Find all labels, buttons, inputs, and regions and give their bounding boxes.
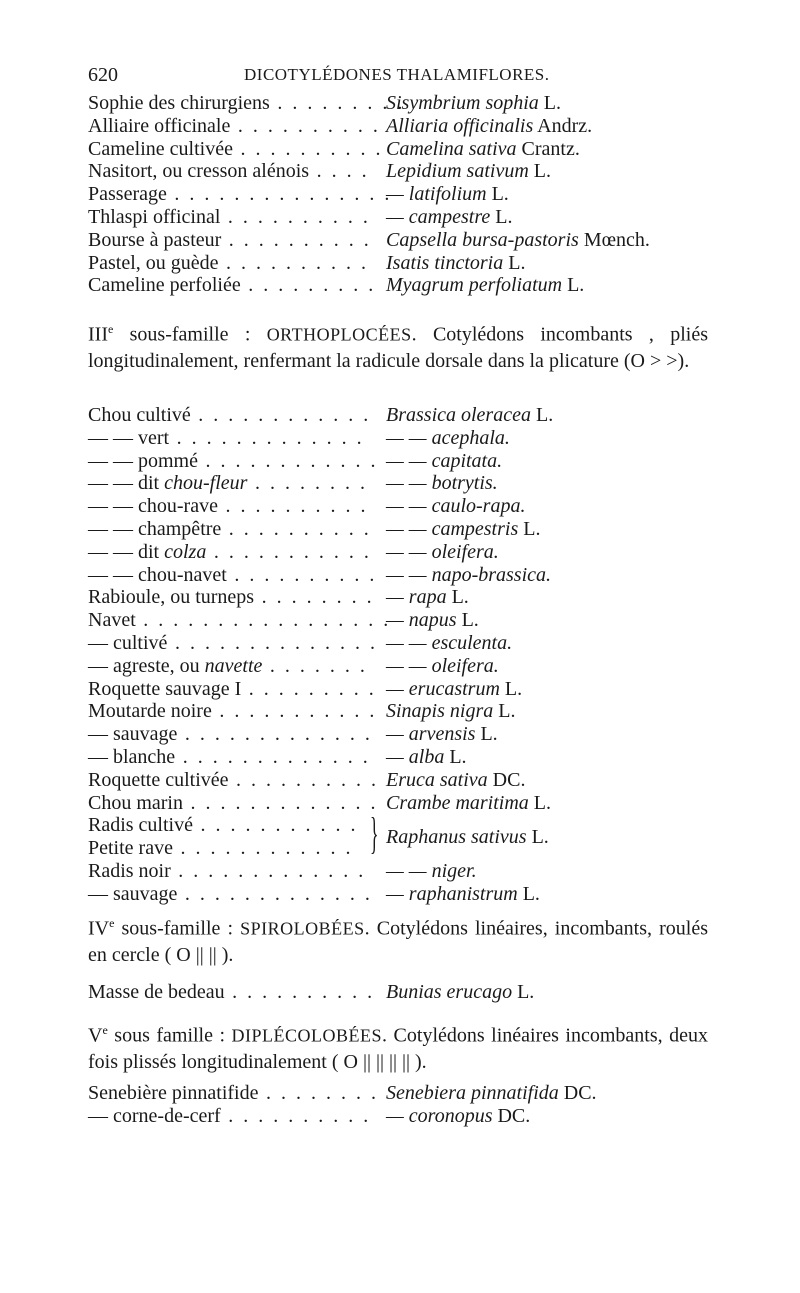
latin-name: Camelina sativa Crantz. bbox=[386, 137, 580, 160]
latin-name: — arvensis L. bbox=[386, 723, 498, 746]
list-item bbox=[88, 746, 708, 769]
common-name: Senebière pinnatifide . . . . . . . . bbox=[88, 1082, 379, 1104]
common-name: Radis cultivé . . . . . . . . . . . bbox=[88, 814, 358, 837]
latin-name: — — caulo-rapa. bbox=[386, 495, 526, 518]
common-name: Nasitort, ou cresson alénois . . . . bbox=[88, 160, 370, 183]
latin-name: — — esculenta. bbox=[386, 631, 513, 654]
subfamily-name: SPIROLOBÉES bbox=[240, 918, 365, 939]
authority: DC. bbox=[487, 768, 526, 791]
common-name: Cameline perfoliée . . . . . . . . . bbox=[88, 274, 376, 297]
list-item bbox=[88, 252, 708, 275]
authority: L. bbox=[530, 404, 554, 426]
list-item bbox=[88, 92, 708, 115]
list-item bbox=[88, 229, 708, 252]
authority: L. bbox=[528, 160, 551, 183]
dot-leader: . . . . . . . . . . bbox=[230, 114, 381, 137]
list-item bbox=[88, 860, 708, 883]
common-name: Masse de bedeau . . . . . . . . . . bbox=[88, 981, 375, 1003]
subfamily-name: DIPLÉCOLOBÉES bbox=[231, 1025, 383, 1046]
common-name: — — dit colza . . . . . . . . . . . bbox=[88, 540, 372, 563]
dot-leader: . . . . . . . . . . . . . bbox=[183, 791, 378, 814]
dot-leader: . . . . . . . . . . . bbox=[192, 814, 358, 837]
list-item bbox=[88, 678, 708, 701]
dot-leader: . . . . . . . . . . . bbox=[206, 540, 372, 563]
authority: L. bbox=[499, 677, 523, 700]
latin-name: — erucastrum L. bbox=[386, 677, 523, 700]
common-name: Radis noir . . . . . . . . . . . . . bbox=[88, 859, 366, 882]
authority: L. bbox=[493, 700, 516, 723]
common-name: Cameline cultivée . . . . . . . . . . bbox=[88, 137, 383, 160]
authority: L. bbox=[526, 825, 549, 848]
list-item bbox=[88, 518, 708, 541]
latin-name: Alliaria officinalis Andrz. bbox=[386, 114, 593, 137]
authority: L. bbox=[517, 882, 540, 905]
latin-name: Brassica oleracea L. bbox=[386, 404, 554, 426]
common-name: — corne-de-cerf . . . . . . . . . . bbox=[88, 1104, 371, 1127]
list-item bbox=[88, 541, 708, 564]
list-item bbox=[88, 206, 708, 229]
list-item bbox=[88, 274, 708, 297]
dot-leader: . . . . . . . . . . bbox=[221, 517, 372, 540]
species-list-2 bbox=[88, 404, 708, 906]
authority: L. bbox=[444, 745, 467, 768]
page-number: 620 bbox=[88, 64, 118, 86]
common-name: — — chou-rave . . . . . . . . . . bbox=[88, 495, 368, 518]
authority: L. bbox=[528, 791, 552, 814]
common-name: Bourse à pasteur . . . . . . . . . . bbox=[88, 228, 372, 251]
common-name: Alliaire officinale . . . . . . . . . . bbox=[88, 114, 381, 137]
authority: L. bbox=[490, 205, 513, 228]
list-item bbox=[88, 981, 708, 1004]
common-name: Chou marin . . . . . . . . . . . . . bbox=[88, 791, 378, 814]
dot-leader: . . . . bbox=[309, 160, 370, 183]
latin-name: Capsella bursa-pastoris Mœnch. bbox=[386, 228, 650, 251]
latin-name: Eruca sativa DC. bbox=[386, 768, 526, 791]
subfamily-4-paragraph: IVe sous-famille : SPIROLOBÉES. Cotylédons linéaires, incombants, roulés en cercle ( O || || ). bbox=[88, 916, 708, 966]
dot-leader: . . . . . . . . . bbox=[269, 92, 405, 114]
list-item bbox=[88, 427, 708, 450]
dot-leader: . . . . . . . . . . bbox=[220, 205, 371, 228]
latin-name: Senebiera pinnatifida DC. bbox=[386, 1082, 597, 1104]
dot-leader: . . . . . . . . . . . . bbox=[172, 837, 353, 860]
dot-leader: . . . . . . . . bbox=[254, 586, 375, 609]
authority: DC. bbox=[492, 1104, 531, 1127]
list-item bbox=[88, 160, 708, 183]
common-name: — agreste, ou navette . . . . . . . bbox=[88, 654, 368, 677]
dot-leader: . . . . . . . . . . . . . bbox=[169, 426, 365, 449]
list-item bbox=[88, 472, 708, 495]
authority: L. bbox=[538, 92, 562, 114]
authority: L. bbox=[562, 274, 585, 297]
dot-leader: . . . . . . . . . . . . . bbox=[177, 882, 373, 905]
common-name: — — chou-navet . . . . . . . . . . bbox=[88, 563, 377, 586]
latin-name: — — oleifera. bbox=[386, 540, 499, 563]
authority: L. bbox=[486, 183, 509, 206]
latin-name: Lepidium sativum L. bbox=[386, 160, 551, 183]
authority: L. bbox=[503, 251, 526, 274]
list-item bbox=[88, 700, 708, 723]
common-name: — cultivé . . . . . . . . . . . . . . bbox=[88, 631, 378, 654]
species-list-3 bbox=[88, 981, 708, 1004]
list-item bbox=[88, 792, 708, 815]
subfamily-name: ORTHOPLOCÉES bbox=[266, 324, 412, 345]
common-name: — — pommé . . . . . . . . . . . . bbox=[88, 449, 378, 472]
dot-leader: . . . . . . . bbox=[262, 654, 368, 677]
dot-leader: . . . . . . . . . . . . . . . . . bbox=[135, 609, 391, 632]
common-name: Rabioule, ou turneps . . . . . . . . bbox=[88, 586, 375, 609]
common-name: Chou cultivé . . . . . . . . . . . . bbox=[88, 404, 371, 426]
dot-leader: . . . . . . . . . . bbox=[218, 251, 369, 274]
list-item bbox=[88, 404, 708, 427]
dot-leader: . . . . . . . . . . . . bbox=[198, 449, 378, 472]
list-item bbox=[88, 1082, 708, 1105]
common-name: Passerage . . . . . . . . . . . . . . . bbox=[88, 183, 392, 206]
subfamily-3-paragraph: IIIe sous-famille : ORTHOPLOCÉES. Cotylédons incombants , pliés longitudinalement, renfermant la radicule dorsale dans la plicature (O > >). bbox=[88, 322, 708, 372]
dot-leader: . . . . . . . . bbox=[247, 472, 368, 495]
running-title: DICOTYLÉDONES THALAMIFLORES. bbox=[244, 65, 550, 84]
latin-name: — — campestris L. bbox=[386, 517, 541, 540]
list-item bbox=[88, 1105, 708, 1128]
grouping-brace: } bbox=[370, 809, 379, 859]
species-list-1 bbox=[88, 92, 708, 297]
authority: L. bbox=[475, 723, 498, 746]
latin-name: — — botrytis. bbox=[386, 472, 498, 495]
common-name: — — vert . . . . . . . . . . . . . bbox=[88, 426, 365, 449]
common-name: — — champêtre . . . . . . . . . . bbox=[88, 517, 372, 540]
latin-name: Crambe maritima L. bbox=[386, 791, 552, 814]
list-item bbox=[88, 632, 708, 655]
latin-name: Myagrum perfoliatum L. bbox=[386, 274, 585, 297]
list-item bbox=[88, 586, 708, 609]
common-name: Roquette cultivée . . . . . . . . . . bbox=[88, 768, 379, 791]
dot-leader: . . . . . . . . . . bbox=[221, 228, 372, 251]
species-list-4 bbox=[88, 1082, 708, 1128]
list-item bbox=[88, 115, 708, 138]
latin-name: — alba L. bbox=[386, 745, 467, 768]
list-item bbox=[88, 655, 708, 678]
common-name: Roquette sauvage I . . . . . . . . . bbox=[88, 677, 377, 700]
dot-leader: . . . . . . . . . . . . . bbox=[177, 723, 373, 746]
latin-name: — — acephala. bbox=[386, 426, 510, 449]
latin-name: — — oleifera. bbox=[386, 654, 499, 677]
latin-name: — — capitata. bbox=[386, 449, 503, 472]
authority: Mœnch. bbox=[578, 228, 650, 251]
common-name: Pastel, ou guède . . . . . . . . . . bbox=[88, 251, 369, 274]
list-item bbox=[88, 183, 708, 206]
page-header bbox=[88, 62, 708, 88]
dot-leader: . . . . . . . . . . . bbox=[211, 700, 377, 723]
dot-leader: . . . . . . . . . . . . . . . bbox=[166, 183, 392, 206]
authority: Andrz. bbox=[533, 114, 593, 137]
authority: Crantz. bbox=[516, 137, 580, 160]
latin-name: Bunias erucago L. bbox=[386, 981, 535, 1003]
list-item bbox=[88, 495, 708, 518]
latin-name: — — napo-brassica. bbox=[386, 563, 552, 586]
common-name: Thlaspi officinal . . . . . . . . . . bbox=[88, 205, 371, 228]
dot-leader: . . . . . . . . . bbox=[241, 677, 377, 700]
list-item bbox=[88, 883, 708, 906]
latin-name: — rapa L. bbox=[386, 586, 469, 609]
dot-leader: . . . . . . . . . bbox=[240, 274, 376, 297]
authority: L. bbox=[512, 981, 535, 1003]
common-name: Sophie des chirurgiens . . . . . . . . . bbox=[88, 92, 405, 114]
latin-name: — coronopus DC. bbox=[386, 1104, 531, 1127]
dot-leader: . . . . . . . . bbox=[258, 1082, 379, 1104]
dot-leader: . . . . . . . . . . . . bbox=[190, 404, 371, 426]
list-item bbox=[88, 723, 708, 746]
authority: L. bbox=[456, 609, 479, 632]
dot-leader: . . . . . . . . . . bbox=[228, 768, 379, 791]
dot-leader: . . . . . . . . . . bbox=[217, 495, 368, 518]
dot-leader: . . . . . . . . . . bbox=[232, 137, 383, 160]
common-name: Navet . . . . . . . . . . . . . . . . . bbox=[88, 609, 391, 632]
dot-leader: . . . . . . . . . . bbox=[224, 981, 375, 1003]
subfamily-5-paragraph: Ve sous famille : DIPLÉCOLOBÉES. Cotylédons linéaires incombants, deux fois plissés longitudinalement ( O || || || || ). bbox=[88, 1023, 708, 1073]
latin-name: — — niger. bbox=[386, 859, 477, 882]
dot-leader: . . . . . . . . . . . . . bbox=[170, 859, 366, 882]
latin-name: Sinapis nigra L. bbox=[386, 700, 516, 723]
latin-name: — napus L. bbox=[386, 609, 479, 632]
list-item bbox=[88, 609, 708, 632]
latin-name: Sisymbrium sophia L. bbox=[386, 92, 562, 114]
list-item bbox=[88, 138, 708, 161]
authority: L. bbox=[518, 517, 541, 540]
common-name: Moutarde noire . . . . . . . . . . . bbox=[88, 700, 377, 723]
common-name: Petite rave . . . . . . . . . . . . bbox=[88, 837, 353, 860]
latin-name: Isatis tinctoria L. bbox=[386, 251, 526, 274]
list-item bbox=[88, 564, 708, 587]
latin-name: — raphanistrum L. bbox=[386, 882, 540, 905]
common-name: — sauvage . . . . . . . . . . . . . bbox=[88, 723, 373, 746]
latin-name: — latifolium L. bbox=[386, 183, 509, 206]
list-item bbox=[88, 769, 708, 792]
dot-leader: . . . . . . . . . . bbox=[220, 1104, 371, 1127]
list-item bbox=[88, 450, 708, 473]
dot-leader: . . . . . . . . . . . . . . bbox=[167, 631, 378, 654]
latin-name: Raphanus sativus L. bbox=[386, 825, 549, 848]
authority: DC. bbox=[558, 1082, 597, 1104]
common-name: — sauvage . . . . . . . . . . . . . bbox=[88, 882, 373, 905]
common-name: — — dit chou-fleur . . . . . . . . bbox=[88, 472, 368, 495]
latin-name: — campestre L. bbox=[386, 205, 513, 228]
authority: L. bbox=[446, 586, 469, 609]
dot-leader: . . . . . . . . . . . . . bbox=[175, 745, 371, 768]
common-name: — blanche . . . . . . . . . . . . . bbox=[88, 745, 371, 768]
dot-leader: . . . . . . . . . . bbox=[226, 563, 377, 586]
